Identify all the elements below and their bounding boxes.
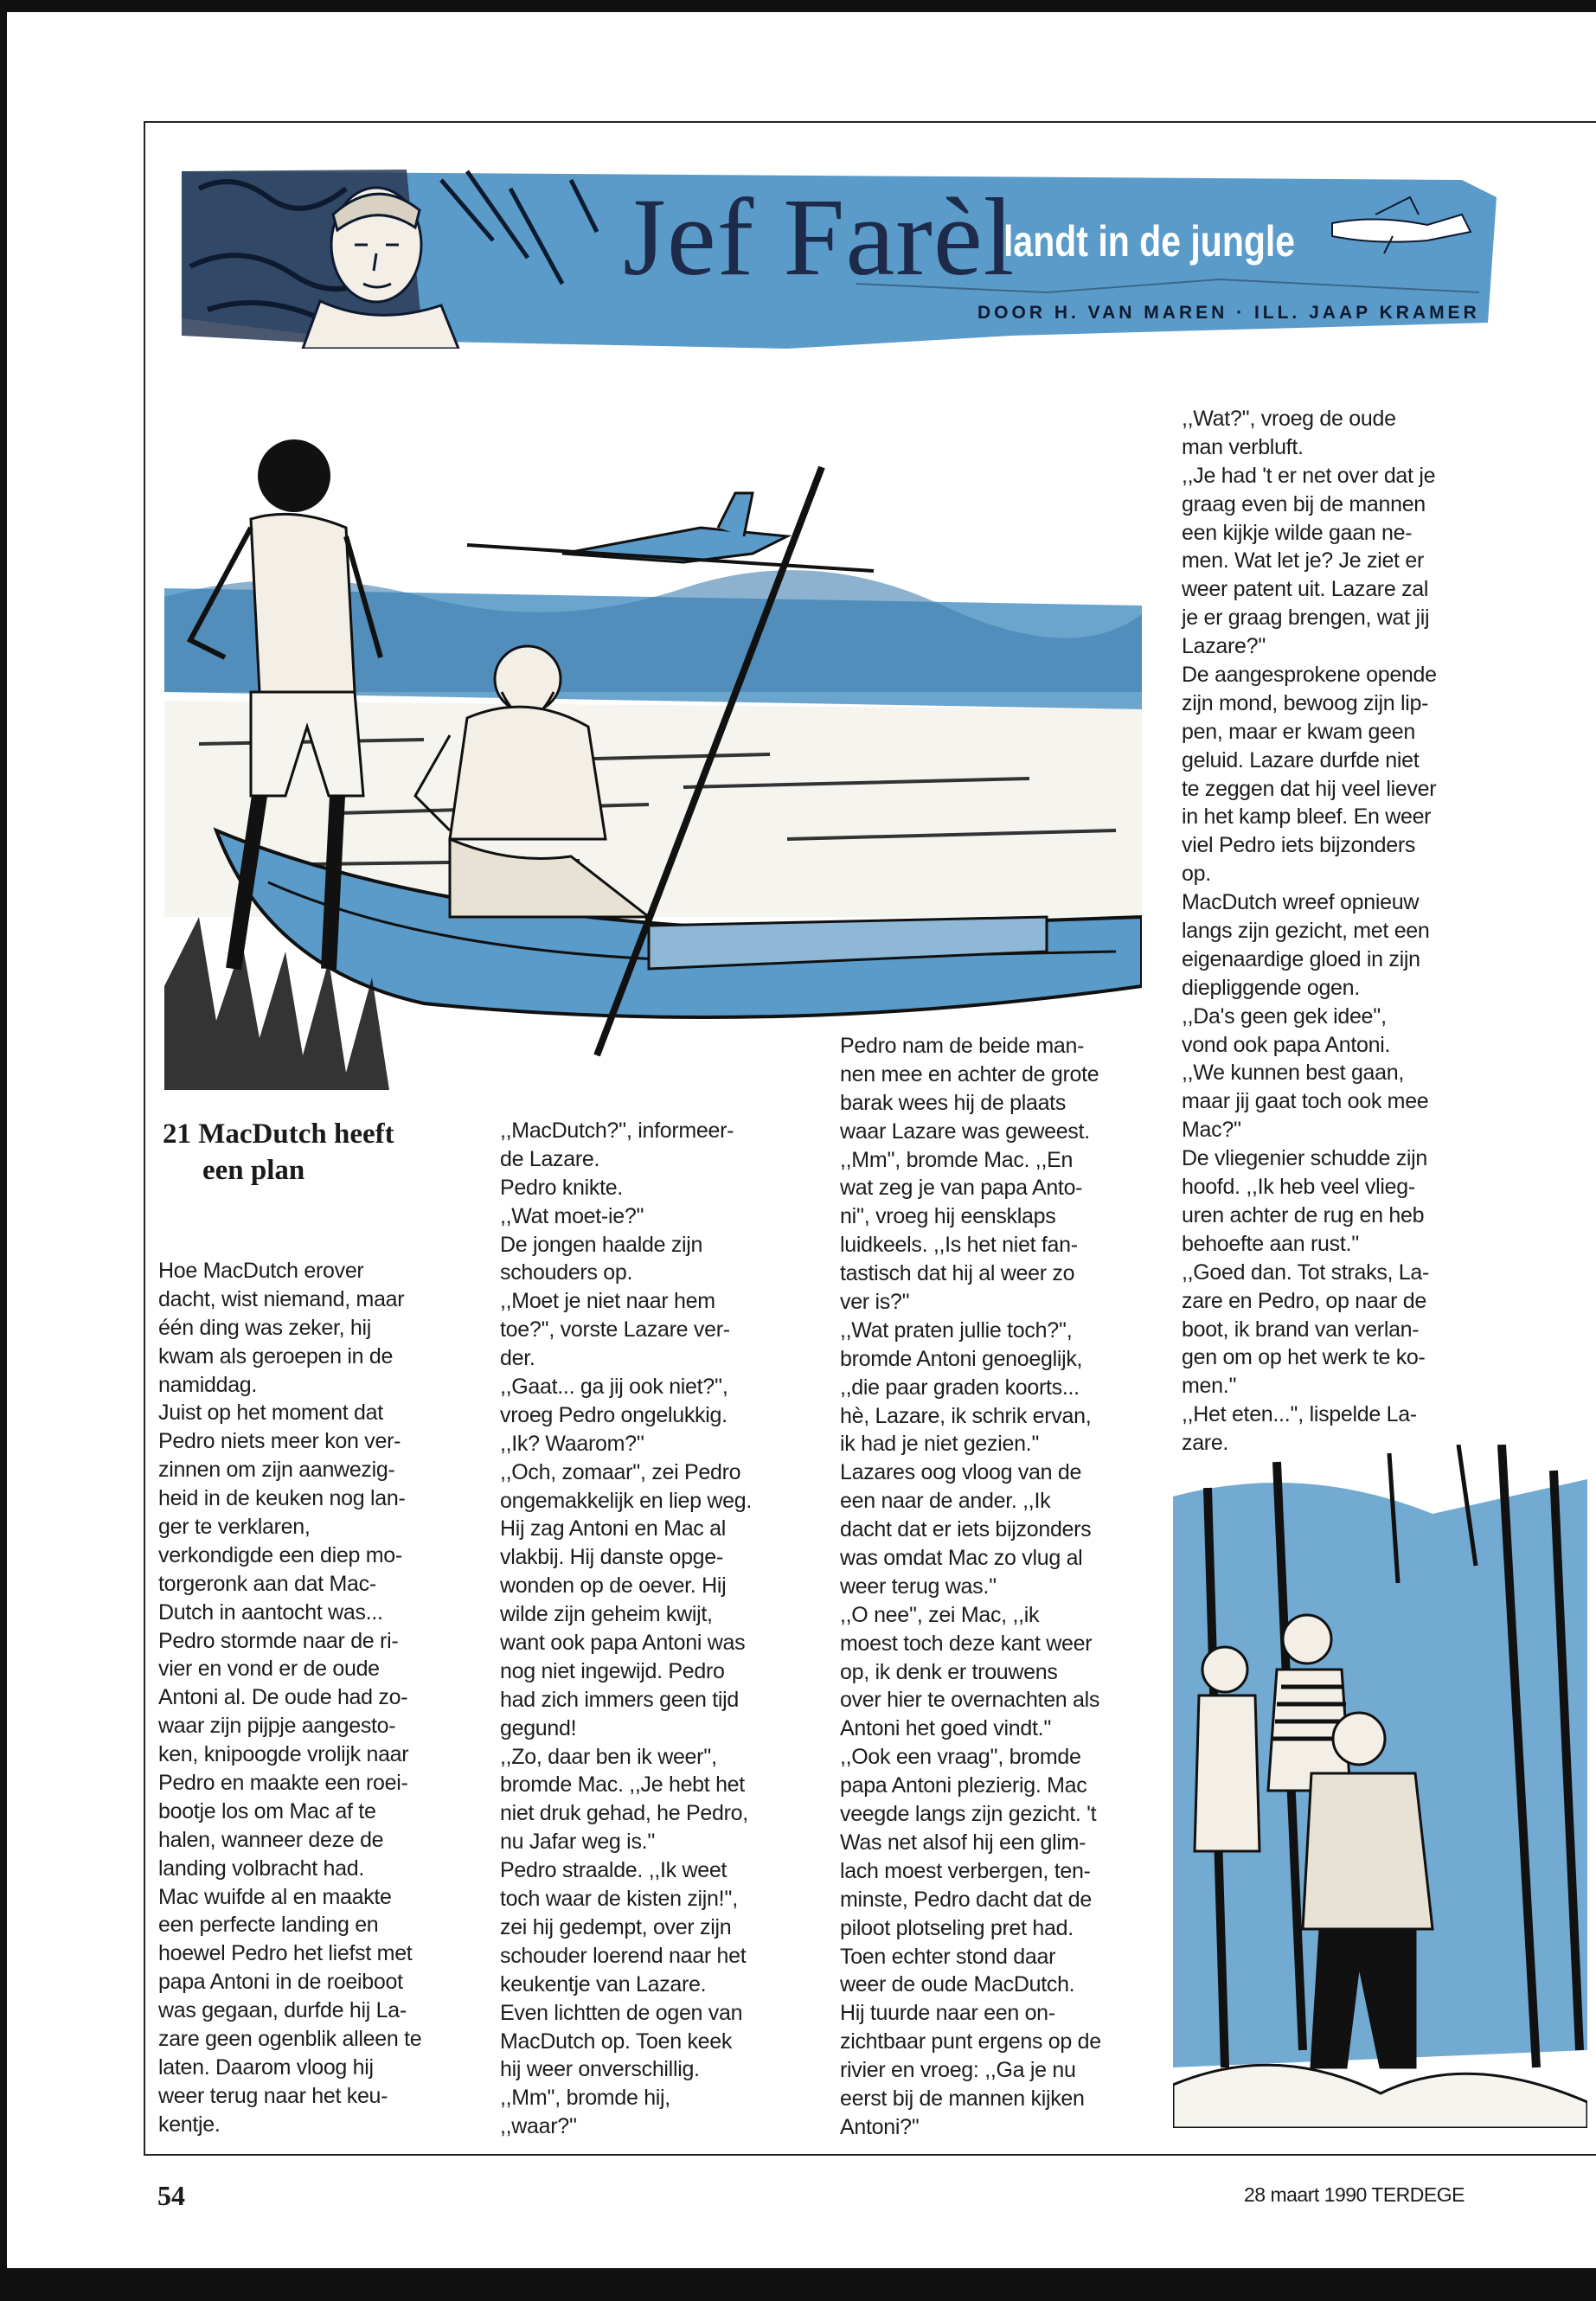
text-line: ,,Wat?'', vroeg de oude [1182, 407, 1396, 431]
text-line: ,,O nee'', zei Mac, ,,ik [840, 1602, 1040, 1627]
text-line: tastisch dat hij al weer zo [840, 1261, 1075, 1286]
issue-date: 28 maart 1990 TERDEGE [1244, 2183, 1465, 2206]
text-line: één ding was zeker, hij [158, 1315, 372, 1340]
text-line: over hier te overnachten als [840, 1688, 1100, 1713]
text-line: de Lazare. [500, 1146, 600, 1171]
scan-border-left [0, 0, 7, 2301]
text-line: had zich immers geen tijd [500, 1687, 739, 1712]
text-line: zijn mond, bewoog zijn lip- [1182, 690, 1429, 715]
text-line: landing volbracht had. [158, 1856, 365, 1881]
text-line: nen mee en achter de grote [840, 1061, 1099, 1086]
text-line: gen om op het werk te ko- [1182, 1345, 1426, 1370]
story-credits: DOOR H. VAN MAREN · ILL. JAAP KRAMER [977, 303, 1480, 323]
text-line: behoefte aan rust.'' [1182, 1231, 1360, 1256]
text-line: zichtbaar punt ergens op de [840, 2029, 1101, 2054]
illustration-boat-scene [164, 433, 1142, 1090]
text-line: Mac?'' [1182, 1118, 1241, 1143]
text-line: eigenaardige gloed in zijn [1182, 946, 1420, 971]
text-line: hè, Lazare, ik schrik ervan, [840, 1403, 1092, 1428]
story-title: Jef Farèl [623, 176, 1016, 298]
text-line: zinnen om zijn aanwezig- [158, 1458, 395, 1483]
text-line: op, ik denk er trouwens [840, 1659, 1058, 1684]
text-line: De jongen haalde zijn [500, 1232, 703, 1257]
text-line: Antoni al. De oude had zo- [158, 1685, 408, 1710]
text-line: lach moest verbergen, ten- [840, 1858, 1091, 1883]
text-line: bromde Antoni genoeglijk, [840, 1346, 1083, 1371]
text-line: ,,Het eten...'', lispelde La- [1182, 1402, 1417, 1427]
text-line: wilde zijn geheim kwijt, [500, 1602, 713, 1627]
text-line: Toen echter stond daar [840, 1944, 1056, 1969]
text-line: vroeg Pedro ongelukkig. [500, 1402, 727, 1427]
text-line: bromde Mac. ,,Je hebt het [500, 1772, 745, 1798]
page-number: 54 [157, 2180, 185, 2211]
text-line: dacht, wist niemand, maar [158, 1286, 405, 1311]
text-line: nu Jafar weg is.'' [500, 1830, 656, 1855]
text-column-2 [500, 1117, 752, 2141]
text-line: Mac wuifde al en maakte [158, 1884, 392, 1909]
text-line: dacht dat er iets bijzonders [840, 1517, 1092, 1542]
text-line: rivier en vroeg: ,,Ga je nu [840, 2058, 1076, 2083]
text-line: schouders op. [500, 1260, 633, 1285]
text-line: langs zijn gezicht, met een [1182, 919, 1430, 944]
text-line: weer terug naar het keu- [158, 2083, 388, 2108]
text-line: weer terug was.'' [840, 1574, 997, 1599]
text-line: Lazares oog vloog van de [840, 1460, 1082, 1485]
text-line: wat zeg je van papa Anto- [840, 1176, 1083, 1201]
text-line: papa Antoni plezierig. Mac [840, 1773, 1087, 1798]
text-line: maar jij gaat toch ook mee [1182, 1089, 1429, 1114]
text-line: op. [1182, 862, 1211, 887]
text-line: hij weer onverschillig. [500, 2057, 700, 2082]
text-line: hoofd. ,,Ik heb veel vlieg- [1182, 1175, 1415, 1200]
text-line: pen, maar er kwam geen [1182, 719, 1415, 744]
text-line: te zeggen dat hij veel liever [1182, 776, 1437, 801]
text-line: der. [500, 1346, 535, 1371]
text-line: ni'', vroeg hij eensklaps [840, 1204, 1056, 1229]
text-line: ,,Wat praten jullie toch?'', [840, 1317, 1073, 1343]
header-banner [182, 163, 1497, 349]
text-line: Pedro stormde naar de ri- [158, 1628, 399, 1653]
text-line: Antoni het goed vindt.'' [840, 1716, 1052, 1741]
text-line: ,,Gaat... ga jij ook niet?'', [500, 1375, 728, 1400]
text-line: vier en vond er de oude [158, 1657, 380, 1682]
text-line: vond ook papa Antoni. [1182, 1032, 1391, 1057]
text-line: was omdat Mac zo vlug al [840, 1546, 1083, 1571]
text-line: Lazare?'' [1182, 634, 1266, 659]
text-line: weer de oude MacDutch. [840, 1972, 1075, 1997]
text-line: ,,Je had 't er net over dat je [1182, 463, 1436, 488]
text-line: ,,MacDutch?'', informeer- [500, 1118, 734, 1143]
text-column-4 [1182, 405, 1437, 1458]
text-line: ,,Mm'', bromde Mac. ,,En [840, 1147, 1074, 1172]
text-line: hoewel Pedro het liefst met [158, 1941, 413, 1966]
text-line: een perfecte landing en [158, 1913, 379, 1938]
text-line: ,,Ik? Waarom?'' [500, 1431, 644, 1456]
text-line: schouder loerend naar het [500, 1943, 747, 1968]
text-line: ,,Mm'', bromde hij, [500, 2086, 670, 2111]
text-line: men. Wat let je? Je ziet er [1182, 548, 1424, 574]
text-line: veegde langs zijn gezicht. 't [840, 1802, 1097, 1827]
text-line: ,,Zo, daar ben ik weer'', [500, 1744, 717, 1769]
text-line: namiddag. [158, 1372, 258, 1397]
chapter-title-line-1: 21 MacDutch heeft [163, 1118, 394, 1150]
chapter-heading [163, 1116, 483, 1189]
text-line: Hij tuurde naar een on- [840, 2001, 1055, 2026]
chapter-title-line-2: een plan [202, 1155, 305, 1186]
text-line: De vliegenier schudde zijn [1182, 1146, 1428, 1171]
text-line: weer patent uit. Lazare zal [1182, 577, 1429, 602]
story-subtitle: landt in de jungle [1003, 217, 1296, 266]
text-line: uren achter de rug en heb [1182, 1202, 1425, 1227]
text-line: wonden op de oever. Hij [500, 1574, 727, 1599]
text-line: torgeronk aan dat Mac- [158, 1571, 376, 1596]
text-line: bootje los om Mac af te [158, 1798, 376, 1823]
scan-border-top [0, 0, 1596, 12]
text-line: was gegaan, durfde hij La- [158, 1998, 407, 2023]
text-line: ongemakkelijk en liep weg. [500, 1488, 752, 1513]
text-line: diepliggende ogen. [1182, 975, 1360, 1000]
text-line: Pedro nam de beide man- [840, 1034, 1085, 1058]
text-line: Was net alsof hij een glim- [840, 1830, 1086, 1855]
text-line: laten. Daarom vloog hij [158, 2054, 374, 2080]
text-line: ik had je niet gezien.'' [840, 1432, 1040, 1457]
text-line: zare geen ogenblik alleen te [158, 2027, 422, 2052]
text-line: ,,Ook een vraag'', bromde [840, 1745, 1081, 1770]
text-line: Even lichtten de ogen van [500, 2000, 743, 2025]
text-line: toe?'', vorste Lazare ver- [500, 1317, 730, 1343]
text-line: je er graag brengen, wat jij [1182, 606, 1430, 631]
text-line: vlakbij. Hij danste opge- [500, 1545, 723, 1570]
text-line: graag even bij de mannen [1182, 491, 1426, 516]
text-line: want ook papa Antoni was [500, 1631, 746, 1656]
text-line: viel Pedro iets bijzonders [1182, 833, 1416, 858]
text-line: zare. [1182, 1431, 1229, 1456]
text-line: niet druk gehad, he Pedro, [500, 1801, 748, 1826]
text-line: in het kamp bleef. En weer [1182, 804, 1432, 830]
text-column-3 [840, 1032, 1101, 2142]
text-line: ,,Wat moet-ie?'' [500, 1203, 644, 1228]
text-line: ,,die paar graden koorts... [840, 1375, 1080, 1400]
text-line: men.'' [1182, 1374, 1237, 1399]
text-line: nog niet ingewijd. Pedro [500, 1658, 725, 1683]
text-line: kentje. [158, 2112, 221, 2137]
text-line: ,,We kunnen best gaan, [1182, 1061, 1405, 1086]
text-line: heid in de keuken nog lan- [158, 1486, 406, 1511]
text-line: Pedro knikte. [500, 1175, 624, 1200]
text-line: ger te verklaren, [158, 1515, 311, 1540]
text-line: halen, wanneer deze de [158, 1827, 384, 1852]
text-line: luidkeels. ,,Is het niet fan- [840, 1233, 1078, 1258]
text-line: MacDutch wreef opnieuw [1182, 890, 1420, 915]
text-line: moest toch deze kant weer [840, 1631, 1093, 1656]
text-line: geluid. Lazare durfde niet [1182, 747, 1420, 772]
scan-border-bottom [0, 2268, 1596, 2301]
text-line: ken, knipoogde vrolijk naar [158, 1742, 409, 1767]
text-line: De aangesprokene opende [1182, 663, 1437, 688]
text-line: Hij zag Antoni en Mac al [500, 1516, 727, 1541]
text-line: barak wees hij de plaats [840, 1090, 1067, 1115]
text-line: zare en Pedro, op naar de [1182, 1288, 1426, 1313]
text-line: ,,Och, zomaar'', zei Pedro [500, 1459, 741, 1484]
text-line: papa Antoni in de roeiboot [158, 1970, 403, 1995]
text-line: Juist op het moment dat [158, 1400, 383, 1426]
text-line: verkondigde een diep mo- [158, 1542, 402, 1567]
text-line: minste, Pedro dacht dat de [840, 1887, 1092, 1912]
text-column-1 [158, 1257, 421, 2139]
text-line: man verbluft. [1182, 434, 1304, 459]
text-line: Pedro niets meer kon ver- [158, 1429, 401, 1454]
text-line: een naar de ander. ,,Ik [840, 1489, 1051, 1514]
text-line: ,,Moet je niet naar hem [500, 1289, 715, 1314]
text-line: waar Lazare was geweest. [840, 1118, 1090, 1144]
text-line: keukentje van Lazare. [500, 1971, 707, 1997]
text-line: ,,waar?'' [500, 2114, 577, 2139]
text-line: ver is?'' [840, 1290, 910, 1315]
text-line: ,,Goed dan. Tot straks, La- [1182, 1259, 1430, 1285]
text-line: toch waar de kisten zijn!'', [500, 1887, 738, 1912]
text-line: boot, ik brand van verlan- [1182, 1317, 1420, 1342]
text-line: Dutch in aantocht was... [158, 1599, 383, 1625]
text-line: Pedro en maakte een roei- [158, 1771, 408, 1796]
text-line: Hoe MacDutch erover [158, 1259, 364, 1283]
text-line: een kijkje wilde gaan ne- [1182, 520, 1413, 545]
text-line: waar zijn pijpje aangesto- [158, 1714, 396, 1739]
illustration-jungle-scene [1173, 1445, 1587, 2128]
text-line: kwam als geroepen in de [158, 1343, 394, 1368]
text-line: piloot plotseling pret had. [840, 1915, 1074, 1940]
text-line: zei hij gedempt, over zijn [500, 1914, 732, 1939]
text-line: ,,Da's geen gek idee'', [1182, 1003, 1387, 1029]
text-line: gegund! [500, 1715, 577, 1740]
text-line: Antoni?'' [840, 2114, 920, 2139]
text-line: eerst bij de mannen kijken [840, 2086, 1085, 2111]
text-line: Pedro straalde. ,,Ik weet [500, 1858, 727, 1883]
text-line: MacDutch op. Toen keek [500, 2029, 733, 2054]
